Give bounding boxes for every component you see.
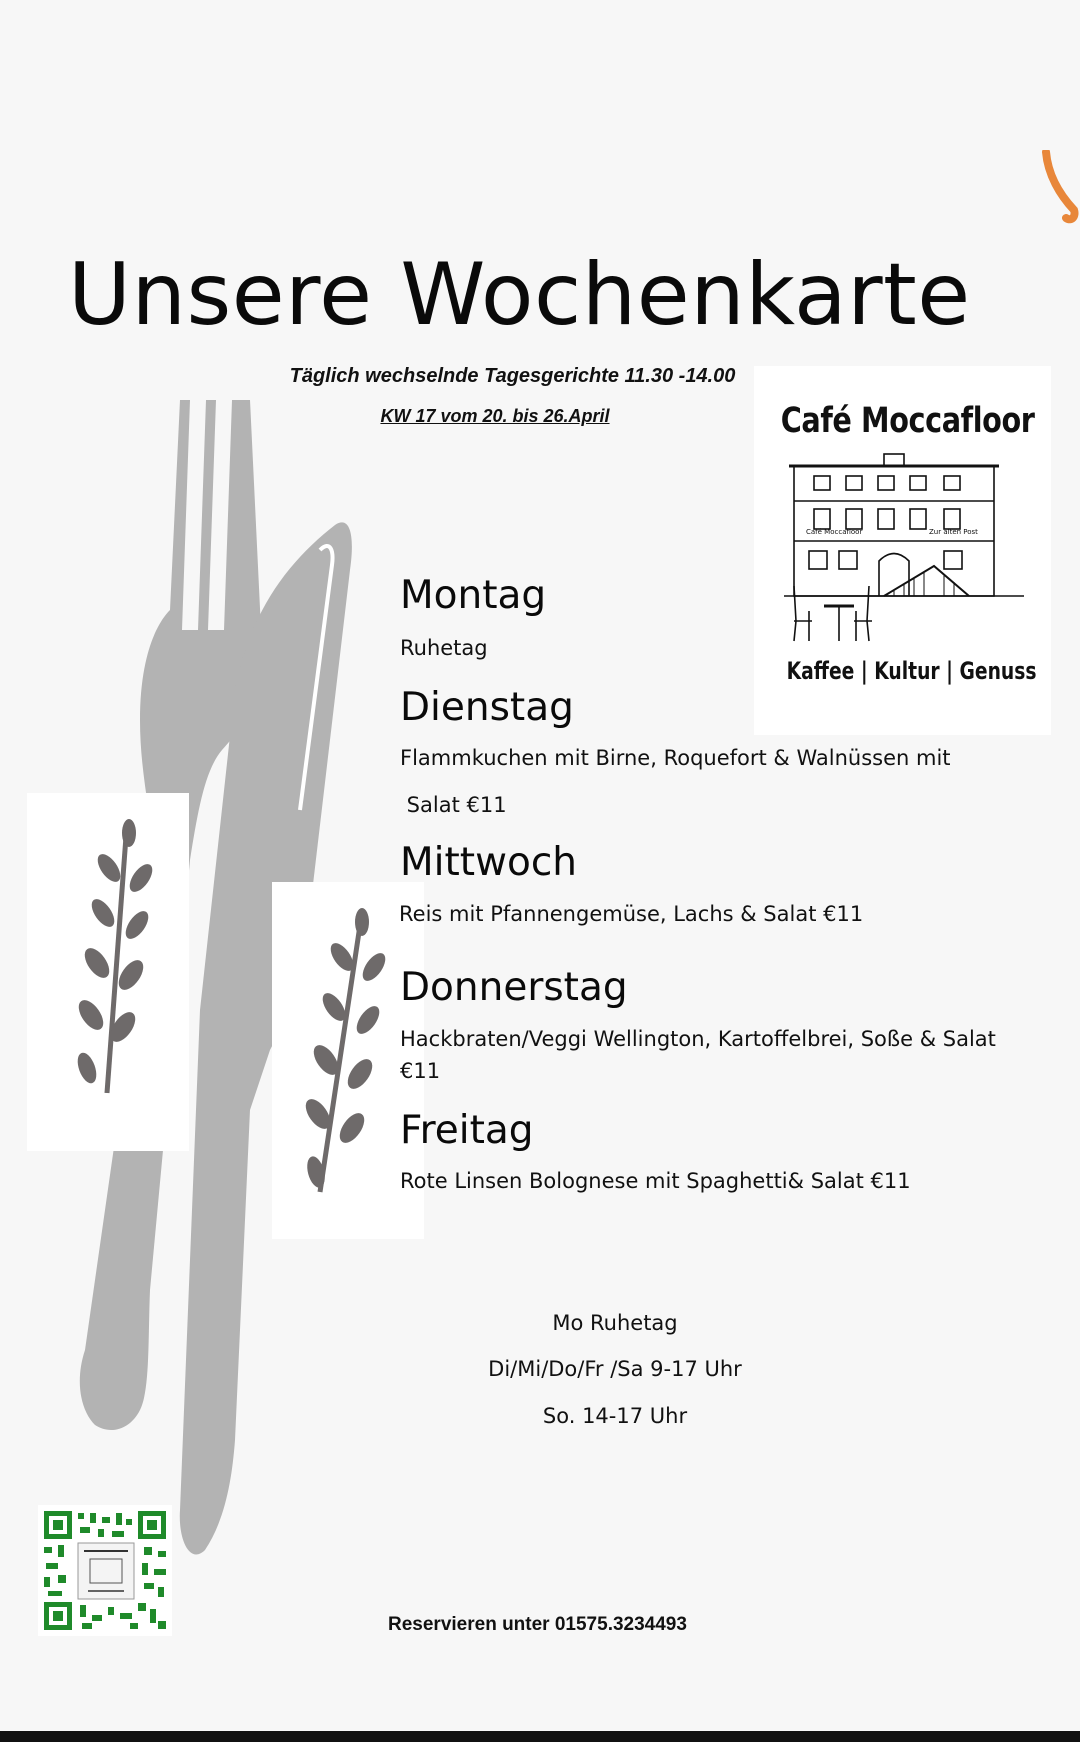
hours-line-2: Di/Mi/Do/Fr /Sa 9-17 Uhr bbox=[488, 1357, 742, 1381]
logo-sign-right: Zur alten Post bbox=[929, 528, 978, 536]
leaf-sprig-icon bbox=[27, 793, 189, 1151]
dish-dienstag-line1: Flammkuchen mit Birne, Roquefort & Walnüssen mit bbox=[400, 746, 951, 770]
week-label: KW 17 vom 20. bis 26.April bbox=[380, 406, 610, 426]
bottom-bar bbox=[0, 1731, 1080, 1742]
day-heading-donnerstag: Donnerstag bbox=[400, 965, 628, 1010]
lunch-hours-subtitle: Täglich wechselnde Tagesgerichte 11.30 -14.00 bbox=[289, 365, 736, 387]
day-heading-mittwoch: Mittwoch bbox=[400, 840, 577, 885]
leaf-panel-left bbox=[27, 793, 189, 1151]
cafe-building-icon bbox=[784, 446, 1024, 646]
dish-dienstag-line2: Salat €11 bbox=[400, 793, 507, 817]
orange-brush-mark bbox=[1040, 150, 1080, 230]
qr-code[interactable] bbox=[38, 1505, 172, 1636]
logo-cafe-name: Café Moccafloor bbox=[780, 401, 1035, 441]
qr-code-icon bbox=[38, 1505, 172, 1636]
dish-freitag: Rote Linsen Bolognese mit Spaghetti& Salat €11 bbox=[400, 1169, 911, 1193]
logo-tagline: Kaffee | Kultur | Genuss bbox=[786, 657, 1037, 685]
logo-sign-left: Café Moccafloor bbox=[806, 528, 863, 536]
day-heading-freitag: Freitag bbox=[400, 1108, 534, 1153]
dish-donnerstag-line1: Hackbraten/Veggi Wellington, Kartoffelbrei, Soße & Salat bbox=[400, 1027, 996, 1051]
page-title: Unsere Wochenkarte bbox=[68, 245, 971, 345]
hours-line-1: Mo Ruhetag bbox=[552, 1311, 678, 1335]
cafe-logo bbox=[754, 366, 1051, 735]
hours-line-3: So. 14-17 Uhr bbox=[542, 1404, 688, 1428]
reservation-phone: Reservieren unter 01575.3234493 bbox=[388, 1614, 687, 1635]
day-heading-dienstag: Dienstag bbox=[400, 685, 574, 730]
dish-donnerstag-line2: €11 bbox=[400, 1059, 441, 1083]
dish-mittwoch: Reis mit Pfannengemüse, Lachs & Salat €11 bbox=[399, 902, 864, 926]
dish-montag: Ruhetag bbox=[400, 636, 488, 660]
day-heading-montag: Montag bbox=[400, 573, 547, 618]
